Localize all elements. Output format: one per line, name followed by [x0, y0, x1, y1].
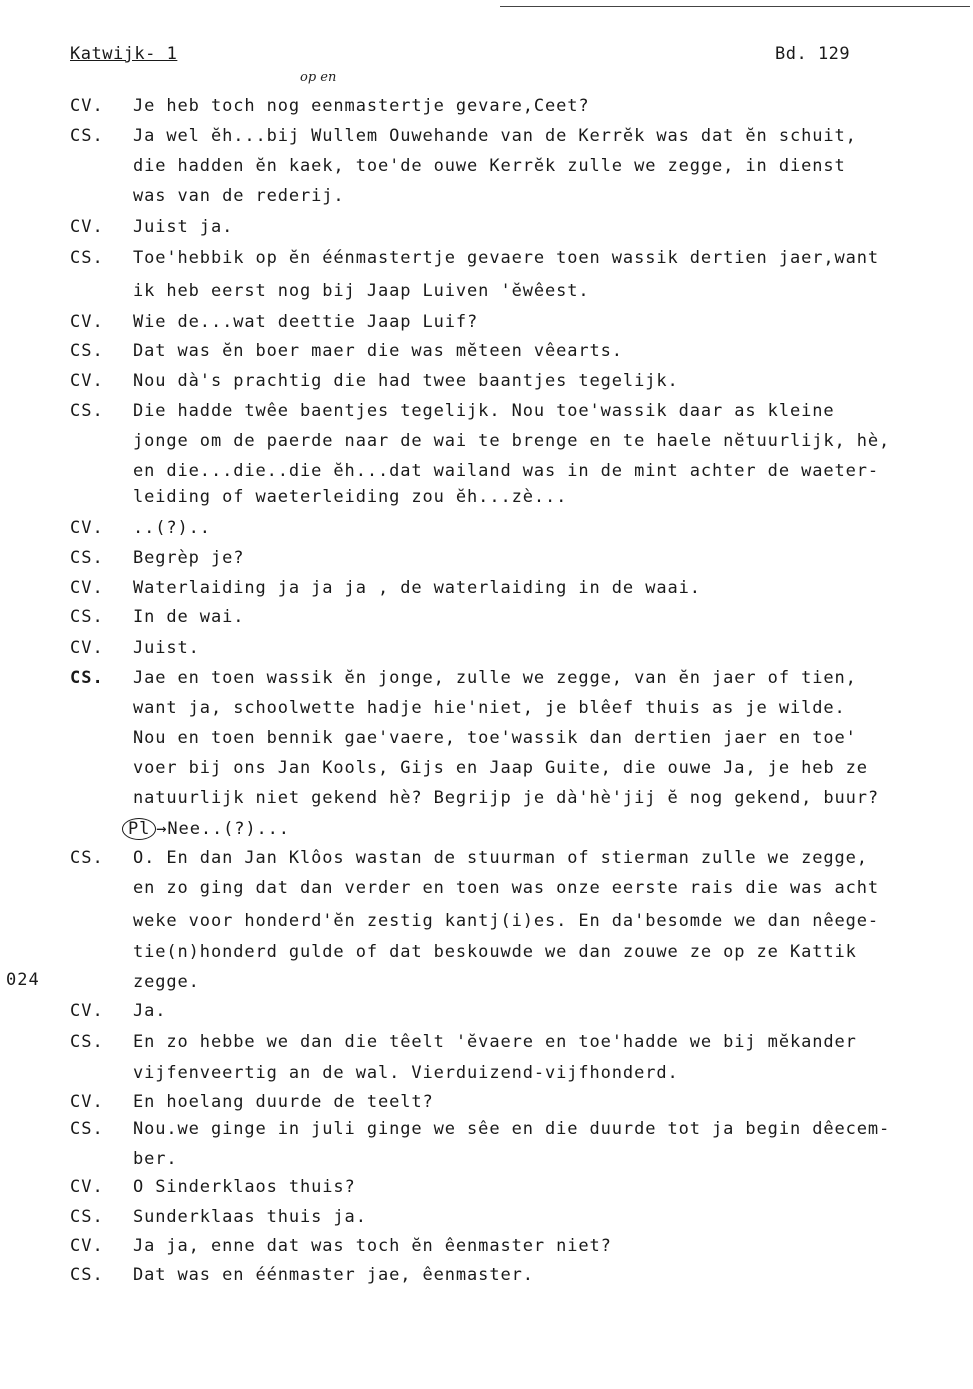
- dialogue-line: Je heb toch nog eenmastertje gevare,Ceet?: [133, 96, 590, 116]
- dialogue-line: leiding of waeterleiding zou ĕh...zè...: [133, 487, 568, 507]
- speaker-label: CV.: [70, 638, 104, 658]
- speaker-label: CV.: [70, 312, 104, 332]
- speaker-label: CV.: [70, 518, 104, 538]
- dialogue-line: Waterlaiding ja ja ja , de waterlaiding in de waai.: [133, 578, 701, 598]
- speaker-label: CS.: [70, 1032, 104, 1052]
- dialogue-line: En hoelang duurde de teelt?: [133, 1092, 434, 1112]
- speaker-label: CV.: [70, 1001, 104, 1021]
- dialogue-line: Nee..(?)...: [167, 819, 290, 839]
- dialogue-line: die hadden ĕn kaek, toe'de ouwe Kerrĕk zulle we zegge, in dienst: [133, 156, 846, 176]
- dialogue-line: tie(n)honderd gulde of dat beskouwde we dan zouwe ze op ze Kattik: [133, 942, 857, 962]
- dialogue-line: Nou.we ginge in juli ginge we sêe en die duurde tot ja begin dêecem-: [133, 1119, 891, 1139]
- dialogue-line: O Sinderklaos thuis?: [133, 1177, 356, 1197]
- dialogue-line: Nou dà's prachtig die had twee baantjes tegelijk.: [133, 371, 679, 391]
- dialogue-line: Ja.: [133, 1001, 167, 1021]
- dialogue-line: Sunderklaas thuis ja.: [133, 1207, 367, 1227]
- dialogue-line: Dat was en éénmaster jae, êenmaster.: [133, 1265, 534, 1285]
- dialogue-line: O. En dan Jan Klôos wastan de stuurman of stierman zulle we zegge,: [133, 848, 868, 868]
- speaker-label: CV.: [70, 217, 104, 237]
- dialogue-line: Juist.: [133, 638, 200, 658]
- dialogue-line: Ja ja, enne dat was toch ĕn êenmaster niet?: [133, 1236, 612, 1256]
- dialogue-line: ..(?)..: [133, 518, 211, 538]
- dialogue-line: vijfenveertig an de wal. Vierduizend-vijfhonderd.: [133, 1063, 679, 1083]
- speaker-label: CS.: [70, 126, 104, 146]
- dialogue-line: ik heb eerst nog bij Jaap Luiven 'ĕwêest.: [133, 281, 590, 301]
- speaker-label: CS.: [70, 341, 104, 361]
- speaker-label: CS.: [70, 1265, 104, 1285]
- arrow-icon: →: [156, 819, 168, 839]
- dialogue-line: ber.: [133, 1149, 178, 1169]
- speaker-label: CS.: [70, 607, 104, 627]
- dialogue-line: was van de rederij.: [133, 186, 345, 206]
- speaker-label: CV.: [70, 1236, 104, 1256]
- dialogue-line: en zo ging dat dan verder en toen was onze eerste rais die was acht: [133, 878, 880, 898]
- dialogue-line: zegge.: [133, 972, 200, 992]
- speaker-label: CV.: [70, 578, 104, 598]
- speaker-label: CV.: [70, 96, 104, 116]
- dialogue-line: Nou en toen bennik gae'vaere, toe'wassik dan dertien jaer en toe': [133, 728, 857, 748]
- handwritten-annotation: op en: [300, 70, 337, 85]
- dialogue-line: En zo hebbe we dan die têelt 'ĕvaere en toe'hadde we bij mĕkander: [133, 1032, 857, 1052]
- dialogue-line: voer bij ons Jan Kools, Gijs en Jaap Guite, die ouwe Ja, je heb ze: [133, 758, 868, 778]
- interjection-line: [122, 818, 290, 840]
- dialogue-line: Dat was ĕn boer maer die was mĕteen vêearts.: [133, 341, 623, 361]
- speaker-pl-circled: Pl: [122, 818, 156, 840]
- speaker-label: CS.: [70, 248, 104, 268]
- dialogue-line: want ja, schoolwette hadje hie'niet, je blêef thuis as je wilde.: [133, 698, 846, 718]
- dialogue-line: Toe'hebbik op ĕn éénmastertje gevaere toen wassik dertien jaer,want: [133, 248, 880, 268]
- speaker-label: CS.: [70, 848, 104, 868]
- header-location: Katwijk- 1: [70, 44, 178, 64]
- dialogue-line: Die hadde twêe baentjes tegelijk. Nou toe'wassik daar as kleine: [133, 401, 835, 421]
- dialogue-line: Begrèp je?: [133, 548, 245, 568]
- dialogue-line: Ja wel ĕh...bij Wullem Ouwehande van de Kerrĕk was dat ĕn schuit,: [133, 126, 857, 146]
- dialogue-line: natuurlijk niet gekend hè? Begrijp je dà'hè'jij ĕ nog gekend, buur?: [133, 788, 880, 808]
- header-volume: Bd. 129: [775, 44, 851, 64]
- dialogue-line: jonge om de paerde naar de wai te brenge en te haele nĕtuurlijk, hè,: [133, 431, 891, 451]
- dialogue-line: Wie de...wat deettie Jaap Luif?: [133, 312, 479, 332]
- speaker-label: CV.: [70, 1177, 104, 1197]
- dialogue-line: In de wai.: [133, 607, 245, 627]
- dialogue-line: weke voor honderd'ĕn zestig kantj(i)es. En da'besomde we dan nêege-: [133, 911, 880, 931]
- speaker-label: CS.: [70, 1119, 104, 1139]
- dialogue-line: en die...die..die ĕh...dat wailand was in de mint achter de waeter-: [133, 461, 880, 481]
- margin-counter: 024: [6, 970, 40, 990]
- speaker-label: CV.: [70, 1092, 104, 1112]
- speaker-label: CV.: [70, 371, 104, 391]
- speaker-label: CS.: [70, 548, 104, 568]
- dialogue-line: Juist ja.: [133, 217, 234, 237]
- speaker-label: CS.: [70, 1207, 104, 1227]
- dialogue-line: Jae en toen wassik ĕn jonge, zulle we zegge, van ĕn jaer of tien,: [133, 668, 857, 688]
- speaker-label: CS.: [70, 401, 104, 421]
- speaker-label: CS.: [70, 668, 104, 688]
- top-rule: [500, 6, 970, 7]
